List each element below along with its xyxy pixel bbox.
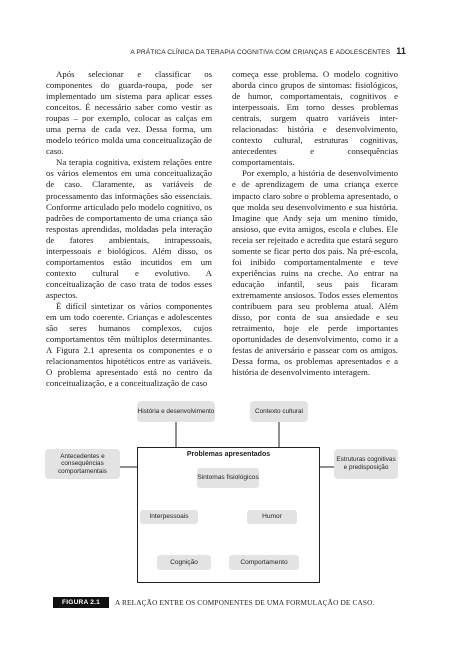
paragraph: Após selecionar e classificar os componentes do guarda-roupa, pode ser implementado um sistema para aplicar esses conceitos. É necessário saber como vestir as roupas – por exemplo, colocar as calças em uma perna de cada vez. Dessa forma, um modelo teórico molda uma conceitualização de caso.	[46, 69, 212, 157]
page-number: 11	[396, 46, 406, 56]
box-physiological-symptoms: Sintomas fisiológicos	[197, 468, 259, 488]
running-title: A PRÁTICA CLÍNICA DA TERAPIA COGNITIVA COM CRIANÇAS E ADOLESCENTES	[130, 49, 391, 56]
paragraph: É difícil sintetizar os vários componentes em um todo coerente. Crianças e adolescentes são seres humanos complexos, cujos comportamentos têm múltiplos determinantes. A Figura 2.1 apresenta os componentes e o relacionamentos hipotéticos entre as variáveis. O problema apresentado está no centro da conceitualização, e a conceitualização de caso	[46, 300, 212, 389]
box-history-development: História e desenvolvimento	[137, 401, 215, 422]
presenting-problems-title: Problemas apresentados	[186, 451, 271, 458]
box-mood: Humor	[247, 510, 297, 524]
box-cultural-context: Contexto cultural	[250, 401, 308, 422]
box-interpersonal: Interpessoais	[140, 510, 198, 524]
box-behavior: Comportamento	[229, 555, 299, 570]
figure-label: FIGURA 2.1	[53, 597, 109, 608]
paragraph: começa esse problema. O modelo cognitivo aborda cinco grupos de sintomas: fisiológicos, de humor, comportamentais, cognitivos e interpessoais. Em torno desses problemas centrais, surgem quatro variáveis inter-relacionadas: história e desenvolvimento, contexto cultural, estruturas cognitivas, antecedentes e consequências comportamentais.	[232, 69, 398, 168]
box-cognition: Cognição	[157, 555, 211, 570]
figure-caption: A RELAÇÃO ENTRE OS COMPONENTES DE UMA FORMULAÇÃO DE CASO.	[115, 598, 375, 607]
paragraph: Por exemplo, a história de desenvolvimento e de aprendizagem de uma criança exerce impacto claro sobre o problema apresentado, o que molda seu desenvolvimento e sua história. Imagine que Andy seja um menino tímido, ansioso, que evita amigos, escola e clubes. Ele receia ser rejeitado e acredita que estará seguro somente se ficar perto dos pais. Na pré-escola, foi inibido comportamentalmente e teve experiências ruins na creche. Ao entrar na educação infantil, seus pais ficaram extremamente ansiosos. Todos esses elementos contribuem para seu problema atual. Além disso, por conta de sua ansiedade e seu retraimento, hoje ele perde importantes oportunidades de desenvolvimento, como ir a festas de aniversário e passear com os amigos. Dessa forma, os problemas apresentados e a história de desenvolvimento interagem.	[232, 168, 398, 378]
box-cognitive-structures: Estruturas cognitivas e predisposição	[334, 449, 398, 479]
box-antecedents-consequences: Antecedentes e consequências comportamentais	[45, 449, 120, 479]
paragraph: Na terapia cognitiva, existem relações entre os vários elementos em uma conceitualização de caso. Claramente, as variáveis de processamento das informações são essenciais. Conforme articulado pelo modelo cognitivo, os padrões de comportamento de uma criança são respostas aprendidas, moldadas pela interação de fatores ambientais, intrapessoais, interpessoais e biológicos. Além disso, os comportamentos estão incutidos em um contexto cultural e evolutivo. A conceitualização de caso trata de todos esses aspectos.	[46, 157, 212, 300]
